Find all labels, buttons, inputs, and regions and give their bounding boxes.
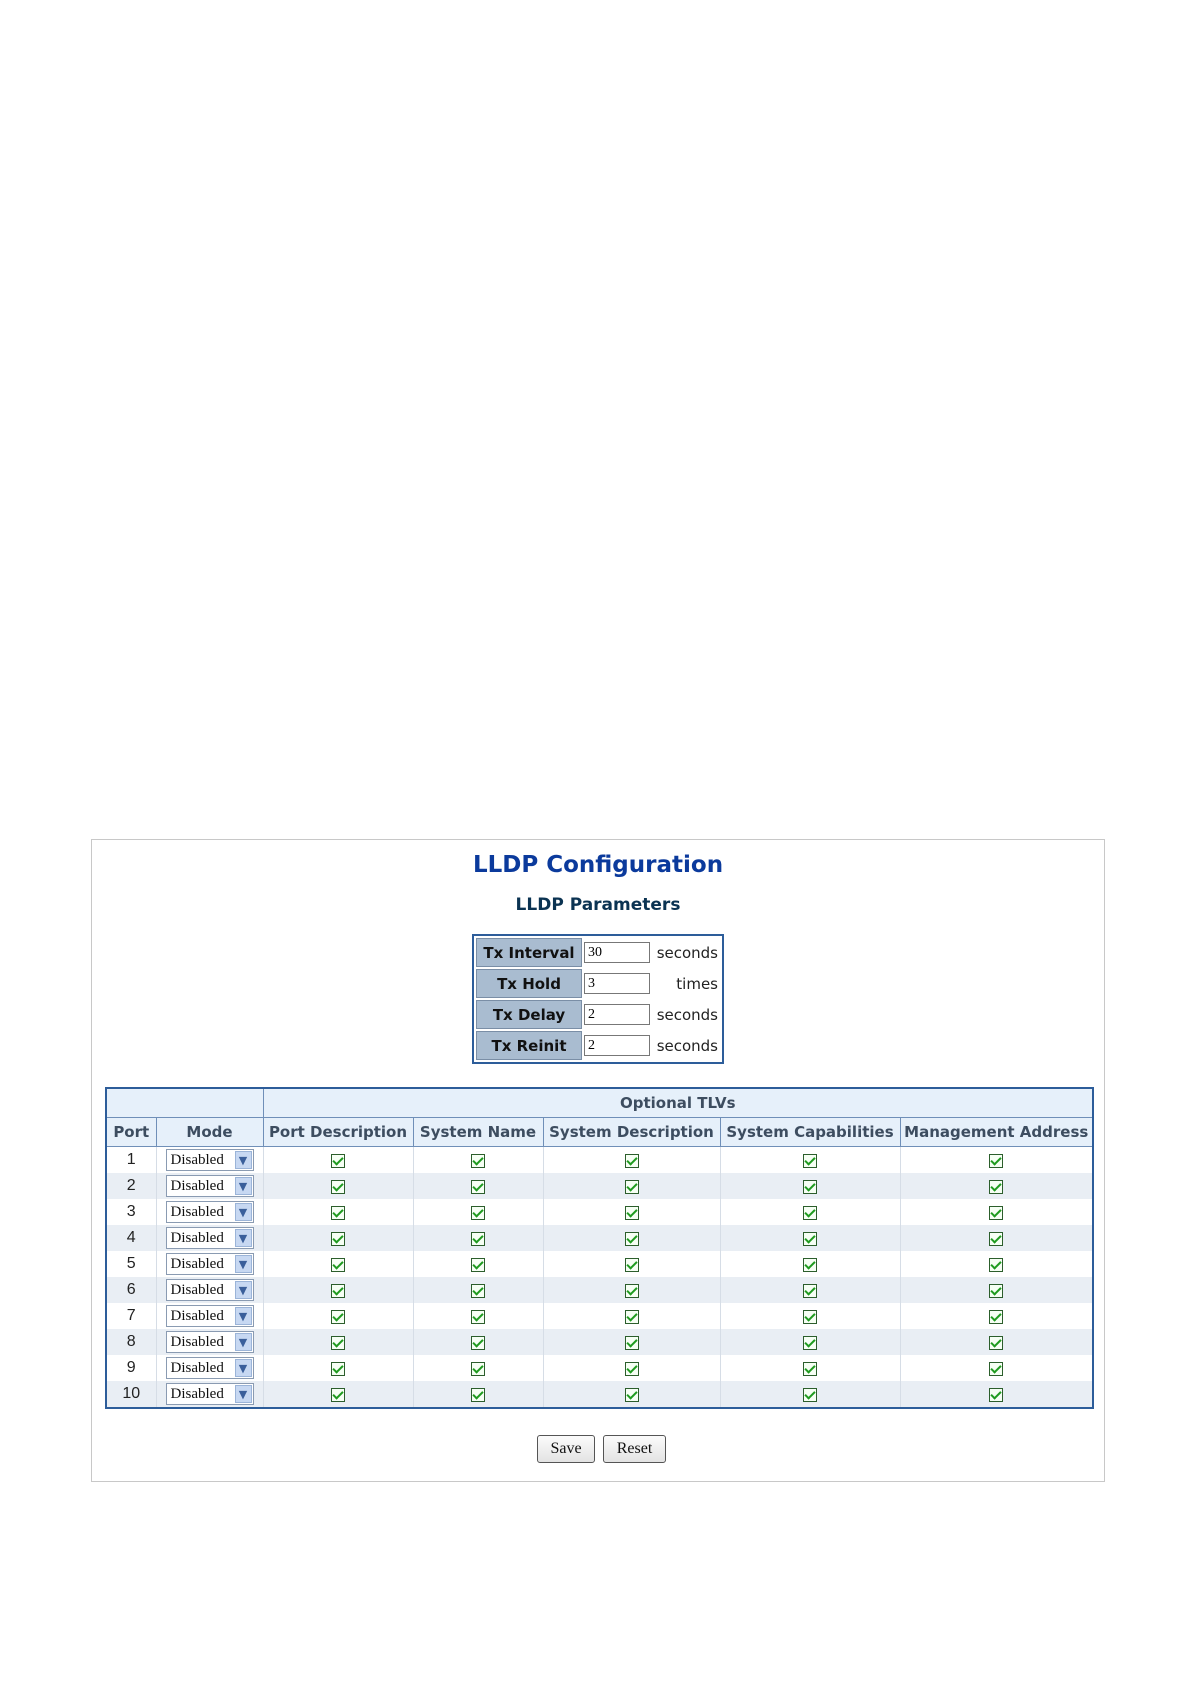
- mode-select[interactable]: [166, 1305, 254, 1327]
- port-description-checkbox[interactable]: [331, 1232, 345, 1246]
- system-capabilities-checkbox[interactable]: [803, 1336, 817, 1350]
- mode-select[interactable]: [166, 1175, 254, 1197]
- mode-select[interactable]: [166, 1357, 254, 1379]
- system-description-checkbox[interactable]: [625, 1362, 639, 1376]
- chevron-down-icon[interactable]: ▼: [235, 1151, 252, 1169]
- param-row-tx-interval: [476, 938, 720, 967]
- table-row: [106, 1173, 1093, 1199]
- system-capabilities-checkbox[interactable]: [803, 1154, 817, 1168]
- system-name-checkbox[interactable]: [471, 1310, 485, 1324]
- mode-select[interactable]: [166, 1201, 254, 1223]
- param-label: Tx Reinit: [476, 1031, 582, 1060]
- system-capabilities-checkbox[interactable]: [803, 1206, 817, 1220]
- system-capabilities-checkbox[interactable]: [803, 1310, 817, 1324]
- system-name-checkbox[interactable]: [471, 1362, 485, 1376]
- mode-select-value: Disabled: [170, 1151, 224, 1168]
- tx-reinit-input[interactable]: [584, 1035, 650, 1056]
- system-description-checkbox[interactable]: [625, 1388, 639, 1402]
- port-number: 8: [106, 1329, 156, 1355]
- mode-select[interactable]: [166, 1331, 254, 1353]
- table-group-header-row: [106, 1088, 1093, 1118]
- system-description-checkbox[interactable]: [625, 1258, 639, 1272]
- management-address-checkbox[interactable]: [989, 1310, 1003, 1324]
- table-row: [106, 1251, 1093, 1277]
- port-number: 6: [106, 1277, 156, 1303]
- table-row: [106, 1355, 1093, 1381]
- param-row-tx-hold: [476, 969, 720, 998]
- param-label: Tx Interval: [476, 938, 582, 967]
- mode-select-value: Disabled: [170, 1255, 224, 1272]
- system-capabilities-checkbox[interactable]: [803, 1232, 817, 1246]
- port-description-checkbox[interactable]: [331, 1284, 345, 1298]
- system-description-checkbox[interactable]: [625, 1336, 639, 1350]
- port-number: 10: [106, 1381, 156, 1408]
- table-row: [106, 1277, 1093, 1303]
- management-address-checkbox[interactable]: [989, 1206, 1003, 1220]
- system-capabilities-checkbox[interactable]: [803, 1388, 817, 1402]
- port-number: 3: [106, 1199, 156, 1225]
- system-capabilities-checkbox[interactable]: [803, 1362, 817, 1376]
- param-unit: seconds: [656, 1005, 718, 1024]
- lldp-config-panel: [91, 839, 1105, 1482]
- table-row: [106, 1147, 1093, 1174]
- column-header-port-description: Port Description: [263, 1118, 413, 1147]
- chevron-down-icon[interactable]: ▼: [235, 1385, 252, 1403]
- tx-delay-input[interactable]: [584, 1004, 650, 1025]
- mode-select[interactable]: [166, 1227, 254, 1249]
- mode-select-value: Disabled: [170, 1333, 224, 1350]
- port-description-checkbox[interactable]: [331, 1154, 345, 1168]
- column-header-port: Port: [106, 1118, 156, 1147]
- system-description-checkbox[interactable]: [625, 1206, 639, 1220]
- system-description-checkbox[interactable]: [625, 1154, 639, 1168]
- system-capabilities-checkbox[interactable]: [803, 1258, 817, 1272]
- management-address-checkbox[interactable]: [989, 1362, 1003, 1376]
- table-row: [106, 1199, 1093, 1225]
- param-unit: seconds: [656, 943, 718, 962]
- chevron-down-icon[interactable]: ▼: [235, 1307, 252, 1325]
- table-group-header-empty: [106, 1088, 263, 1118]
- system-name-checkbox[interactable]: [471, 1232, 485, 1246]
- port-number: 7: [106, 1303, 156, 1329]
- lldp-parameters-table: [472, 934, 724, 1064]
- port-description-checkbox[interactable]: [331, 1336, 345, 1350]
- table-header-row: [106, 1118, 1093, 1147]
- system-capabilities-checkbox[interactable]: [803, 1180, 817, 1194]
- system-name-checkbox[interactable]: [471, 1206, 485, 1220]
- chevron-down-icon[interactable]: ▼: [235, 1203, 252, 1221]
- reset-button[interactable]: Reset: [603, 1435, 666, 1463]
- mode-select-value: Disabled: [170, 1177, 224, 1194]
- port-description-checkbox[interactable]: [331, 1180, 345, 1194]
- mode-select-value: Disabled: [170, 1203, 224, 1220]
- management-address-checkbox[interactable]: [989, 1154, 1003, 1168]
- column-header-system-description: System Description: [543, 1118, 720, 1147]
- management-address-checkbox[interactable]: [989, 1232, 1003, 1246]
- system-name-checkbox[interactable]: [471, 1284, 485, 1298]
- port-description-checkbox[interactable]: [331, 1388, 345, 1402]
- port-description-checkbox[interactable]: [331, 1362, 345, 1376]
- param-unit: times: [676, 974, 718, 993]
- system-description-checkbox[interactable]: [625, 1284, 639, 1298]
- port-number: 2: [106, 1173, 156, 1199]
- mode-select-value: Disabled: [170, 1359, 224, 1376]
- param-row-tx-delay: [476, 1000, 720, 1029]
- mode-select[interactable]: [166, 1149, 254, 1171]
- mode-select-value: Disabled: [170, 1385, 224, 1402]
- system-description-checkbox[interactable]: [625, 1310, 639, 1324]
- system-name-checkbox[interactable]: [471, 1388, 485, 1402]
- save-button[interactable]: Save: [537, 1435, 595, 1463]
- mode-select[interactable]: [166, 1383, 254, 1405]
- mode-select[interactable]: [166, 1253, 254, 1275]
- param-unit: seconds: [656, 1036, 718, 1055]
- param-label: Tx Hold: [476, 969, 582, 998]
- management-address-checkbox[interactable]: [989, 1258, 1003, 1272]
- system-name-checkbox[interactable]: [471, 1154, 485, 1168]
- chevron-down-icon[interactable]: ▼: [235, 1255, 252, 1273]
- system-capabilities-checkbox[interactable]: [803, 1284, 817, 1298]
- chevron-down-icon[interactable]: ▼: [235, 1333, 252, 1351]
- column-header-management-address: Management Address: [900, 1118, 1093, 1147]
- param-label: Tx Delay: [476, 1000, 582, 1029]
- section-title-lldp-parameters: LLDP Parameters: [515, 895, 681, 915]
- mode-select-value: Disabled: [170, 1229, 224, 1246]
- system-description-checkbox[interactable]: [625, 1232, 639, 1246]
- system-name-checkbox[interactable]: [471, 1180, 485, 1194]
- port-number: 1: [106, 1147, 156, 1174]
- port-number: 4: [106, 1225, 156, 1251]
- chevron-down-icon[interactable]: ▼: [235, 1281, 252, 1299]
- chevron-down-icon[interactable]: ▼: [235, 1229, 252, 1247]
- port-number: 5: [106, 1251, 156, 1277]
- table-row: [106, 1329, 1093, 1355]
- column-header-system-capabilities: System Capabilities: [720, 1118, 900, 1147]
- mode-select[interactable]: [166, 1279, 254, 1301]
- table-row: [106, 1225, 1093, 1251]
- mode-select-value: Disabled: [170, 1281, 224, 1298]
- tx-interval-input[interactable]: [584, 942, 650, 963]
- column-header-system-name: System Name: [413, 1118, 543, 1147]
- optional-tlvs-header: Optional TLVs: [263, 1088, 1093, 1118]
- port-description-checkbox[interactable]: [331, 1258, 345, 1272]
- management-address-checkbox[interactable]: [989, 1180, 1003, 1194]
- port-description-checkbox[interactable]: [331, 1310, 345, 1324]
- system-name-checkbox[interactable]: [471, 1336, 485, 1350]
- mode-select-value: Disabled: [170, 1307, 224, 1324]
- column-header-mode: Mode: [156, 1118, 263, 1147]
- port-rows: [106, 1147, 1093, 1409]
- port-number: 9: [106, 1355, 156, 1381]
- port-description-checkbox[interactable]: [331, 1206, 345, 1220]
- port-config-table: [105, 1087, 1094, 1409]
- management-address-checkbox[interactable]: [989, 1388, 1003, 1402]
- table-row: [106, 1303, 1093, 1329]
- tx-hold-input[interactable]: [584, 973, 650, 994]
- page-title: LLDP Configuration: [472, 852, 724, 878]
- management-address-checkbox[interactable]: [989, 1284, 1003, 1298]
- system-name-checkbox[interactable]: [471, 1258, 485, 1272]
- chevron-down-icon[interactable]: ▼: [235, 1177, 252, 1195]
- system-description-checkbox[interactable]: [625, 1180, 639, 1194]
- chevron-down-icon[interactable]: ▼: [235, 1359, 252, 1377]
- management-address-checkbox[interactable]: [989, 1336, 1003, 1350]
- param-row-tx-reinit: [476, 1031, 720, 1060]
- table-row: [106, 1381, 1093, 1408]
